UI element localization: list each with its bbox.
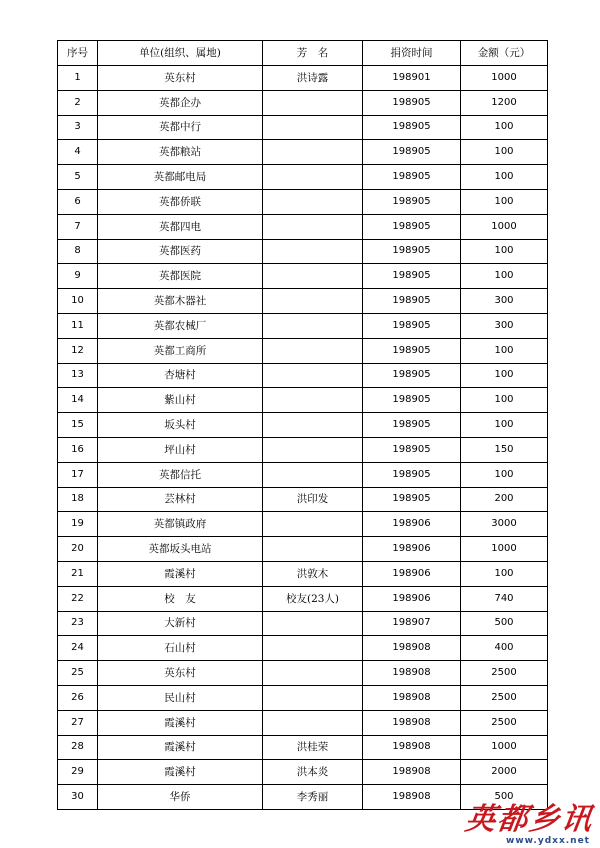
- cell-unit: 大新村: [98, 611, 263, 636]
- cell-donation-date: 198901: [363, 66, 461, 91]
- cell-amount: 500: [461, 611, 548, 636]
- cell-donation-date: 198906: [363, 586, 461, 611]
- cell-donation-date: 198905: [363, 363, 461, 388]
- cell-serial-number: 27: [58, 710, 98, 735]
- cell-donor-name: [263, 239, 363, 264]
- cell-donation-date: 198905: [363, 388, 461, 413]
- cell-amount: 100: [461, 115, 548, 140]
- table-row: [58, 512, 548, 537]
- cell-unit: 霞溪村: [98, 760, 263, 785]
- table-row: [58, 735, 548, 760]
- cell-amount: 2500: [461, 661, 548, 686]
- cell-donation-date: 198908: [363, 636, 461, 661]
- cell-unit: 英都镇政府: [98, 512, 263, 537]
- cell-serial-number: 23: [58, 611, 98, 636]
- cell-amount: 100: [461, 413, 548, 438]
- table-row: [58, 413, 548, 438]
- cell-serial-number: 14: [58, 388, 98, 413]
- table-row: [58, 611, 548, 636]
- cell-donor-name: 校友(23人): [263, 586, 363, 611]
- cell-amount: 150: [461, 437, 548, 462]
- cell-donor-name: [263, 115, 363, 140]
- table-row: [58, 685, 548, 710]
- cell-serial-number: 21: [58, 561, 98, 586]
- cell-serial-number: 30: [58, 785, 98, 810]
- cell-donor-name: [263, 537, 363, 562]
- table-row: [58, 661, 548, 686]
- cell-unit: 华侨: [98, 785, 263, 810]
- cell-serial-number: 8: [58, 239, 98, 264]
- table-row: [58, 140, 548, 165]
- cell-donor-name: [263, 710, 363, 735]
- table-row: [58, 363, 548, 388]
- table-row: [58, 66, 548, 91]
- cell-amount: 1200: [461, 90, 548, 115]
- table-row: [58, 437, 548, 462]
- cell-unit: 坂头村: [98, 413, 263, 438]
- cell-unit: 英都粮站: [98, 140, 263, 165]
- cell-donation-date: 198905: [363, 313, 461, 338]
- table-body: [58, 66, 548, 810]
- cell-amount: 100: [461, 165, 548, 190]
- header-donation-date: 捐资时间: [363, 41, 461, 66]
- watermark-url: www.ydxx.net: [506, 836, 590, 846]
- cell-donor-name: 洪桂荣: [263, 735, 363, 760]
- cell-donor-name: [263, 214, 363, 239]
- cell-serial-number: 24: [58, 636, 98, 661]
- table-row: [58, 388, 548, 413]
- cell-unit: 英东村: [98, 661, 263, 686]
- table-row: [58, 338, 548, 363]
- cell-donor-name: [263, 165, 363, 190]
- cell-donation-date: 198905: [363, 413, 461, 438]
- header-amount: 金额（元）: [461, 41, 548, 66]
- cell-unit: 英都工商所: [98, 338, 263, 363]
- cell-serial-number: 9: [58, 264, 98, 289]
- table-row: [58, 239, 548, 264]
- cell-serial-number: 11: [58, 313, 98, 338]
- cell-unit: 英东村: [98, 66, 263, 91]
- cell-donor-name: [263, 685, 363, 710]
- table-row: [58, 289, 548, 314]
- table-row: [58, 189, 548, 214]
- cell-amount: 100: [461, 561, 548, 586]
- cell-donor-name: [263, 289, 363, 314]
- cell-donation-date: 198908: [363, 785, 461, 810]
- cell-amount: 100: [461, 388, 548, 413]
- cell-serial-number: 7: [58, 214, 98, 239]
- cell-donation-date: 198905: [363, 165, 461, 190]
- donation-record-sheet: [57, 40, 547, 810]
- cell-donor-name: 李秀丽: [263, 785, 363, 810]
- cell-amount: 100: [461, 140, 548, 165]
- cell-donation-date: 198908: [363, 735, 461, 760]
- cell-unit: 紫山村: [98, 388, 263, 413]
- cell-amount: 400: [461, 636, 548, 661]
- cell-unit: 英都四电: [98, 214, 263, 239]
- cell-donor-name: [263, 512, 363, 537]
- cell-serial-number: 6: [58, 189, 98, 214]
- cell-amount: 300: [461, 313, 548, 338]
- cell-amount: 1000: [461, 537, 548, 562]
- cell-donation-date: 198905: [363, 462, 461, 487]
- cell-donor-name: [263, 437, 363, 462]
- cell-serial-number: 15: [58, 413, 98, 438]
- cell-serial-number: 1: [58, 66, 98, 91]
- cell-donor-name: 洪本炎: [263, 760, 363, 785]
- cell-donor-name: [263, 338, 363, 363]
- cell-donor-name: 洪敦木: [263, 561, 363, 586]
- cell-donor-name: [263, 264, 363, 289]
- cell-donor-name: [263, 636, 363, 661]
- cell-serial-number: 18: [58, 487, 98, 512]
- cell-donor-name: [263, 388, 363, 413]
- cell-donor-name: [263, 140, 363, 165]
- table-row: [58, 115, 548, 140]
- cell-amount: 3000: [461, 512, 548, 537]
- cell-serial-number: 16: [58, 437, 98, 462]
- cell-donor-name: 洪诗露: [263, 66, 363, 91]
- cell-serial-number: 2: [58, 90, 98, 115]
- cell-unit: 英都农械厂: [98, 313, 263, 338]
- cell-unit: 民山村: [98, 685, 263, 710]
- cell-donation-date: 198905: [363, 487, 461, 512]
- cell-serial-number: 12: [58, 338, 98, 363]
- cell-unit: 英都信托: [98, 462, 263, 487]
- cell-serial-number: 10: [58, 289, 98, 314]
- header-serial-number: 序号: [58, 41, 98, 66]
- cell-donor-name: [263, 189, 363, 214]
- table-row: [58, 760, 548, 785]
- cell-donation-date: 198906: [363, 512, 461, 537]
- cell-donation-date: 198905: [363, 338, 461, 363]
- cell-amount: 1000: [461, 66, 548, 91]
- cell-donor-name: [263, 313, 363, 338]
- cell-serial-number: 13: [58, 363, 98, 388]
- table-row: [58, 264, 548, 289]
- header-donor-name: 芳 名: [263, 41, 363, 66]
- cell-donor-name: [263, 661, 363, 686]
- table-row: [58, 636, 548, 661]
- cell-donation-date: 198905: [363, 214, 461, 239]
- cell-amount: 100: [461, 338, 548, 363]
- cell-donation-date: 198905: [363, 239, 461, 264]
- header-unit: 单位(组织、属地): [98, 41, 263, 66]
- cell-unit: 英都医院: [98, 264, 263, 289]
- cell-amount: 740: [461, 586, 548, 611]
- table-row: [58, 710, 548, 735]
- cell-donation-date: 198905: [363, 437, 461, 462]
- donation-table: [57, 40, 548, 810]
- cell-serial-number: 17: [58, 462, 98, 487]
- cell-donation-date: 198908: [363, 685, 461, 710]
- cell-donor-name: [263, 462, 363, 487]
- table-row: [58, 214, 548, 239]
- cell-serial-number: 29: [58, 760, 98, 785]
- cell-serial-number: 22: [58, 586, 98, 611]
- cell-amount: 2000: [461, 760, 548, 785]
- cell-amount: 100: [461, 462, 548, 487]
- cell-serial-number: 28: [58, 735, 98, 760]
- cell-unit: 英都企办: [98, 90, 263, 115]
- cell-donor-name: 洪印发: [263, 487, 363, 512]
- cell-donation-date: 198905: [363, 264, 461, 289]
- cell-amount: 200: [461, 487, 548, 512]
- watermark-logo: 英都乡讯: [463, 802, 596, 837]
- cell-unit: 英都中行: [98, 115, 263, 140]
- cell-donation-date: 198905: [363, 289, 461, 314]
- cell-amount: 500: [461, 785, 548, 810]
- cell-donation-date: 198906: [363, 537, 461, 562]
- table-row: [58, 313, 548, 338]
- cell-donation-date: 198908: [363, 760, 461, 785]
- cell-donor-name: [263, 413, 363, 438]
- cell-donor-name: [263, 90, 363, 115]
- cell-donation-date: 198905: [363, 90, 461, 115]
- cell-serial-number: 3: [58, 115, 98, 140]
- cell-serial-number: 19: [58, 512, 98, 537]
- table-row: [58, 165, 548, 190]
- cell-donor-name: [263, 363, 363, 388]
- cell-amount: 2500: [461, 685, 548, 710]
- table-row: [58, 90, 548, 115]
- table-row: [58, 487, 548, 512]
- cell-unit: 英都医药: [98, 239, 263, 264]
- cell-amount: 1000: [461, 214, 548, 239]
- cell-serial-number: 5: [58, 165, 98, 190]
- cell-serial-number: 20: [58, 537, 98, 562]
- cell-serial-number: 25: [58, 661, 98, 686]
- cell-unit: 校 友: [98, 586, 263, 611]
- cell-unit: 霞溪村: [98, 710, 263, 735]
- cell-unit: 杏塘村: [98, 363, 263, 388]
- cell-donation-date: 198907: [363, 611, 461, 636]
- cell-unit: 坪山村: [98, 437, 263, 462]
- cell-unit: 芸林村: [98, 487, 263, 512]
- cell-amount: 100: [461, 189, 548, 214]
- cell-donation-date: 198908: [363, 661, 461, 686]
- cell-amount: 100: [461, 264, 548, 289]
- table-row: [58, 537, 548, 562]
- cell-amount: 300: [461, 289, 548, 314]
- cell-donation-date: 198906: [363, 561, 461, 586]
- cell-donation-date: 198905: [363, 115, 461, 140]
- table-row: [58, 586, 548, 611]
- cell-amount: 2500: [461, 710, 548, 735]
- cell-unit: 霞溪村: [98, 735, 263, 760]
- header-row: [58, 41, 548, 66]
- site-watermark: [446, 794, 594, 846]
- cell-donation-date: 198905: [363, 189, 461, 214]
- table-row: [58, 561, 548, 586]
- table-header: [58, 41, 548, 66]
- cell-donor-name: [263, 611, 363, 636]
- table-row: [58, 462, 548, 487]
- cell-unit: 英都邮电局: [98, 165, 263, 190]
- cell-unit: 英都侨联: [98, 189, 263, 214]
- cell-donation-date: 198905: [363, 140, 461, 165]
- cell-amount: 100: [461, 363, 548, 388]
- cell-amount: 100: [461, 239, 548, 264]
- cell-unit: 英都木器社: [98, 289, 263, 314]
- cell-serial-number: 26: [58, 685, 98, 710]
- cell-unit: 英都坂头电站: [98, 537, 263, 562]
- cell-serial-number: 4: [58, 140, 98, 165]
- cell-unit: 霞溪村: [98, 561, 263, 586]
- cell-unit: 石山村: [98, 636, 263, 661]
- cell-amount: 1000: [461, 735, 548, 760]
- cell-donation-date: 198908: [363, 710, 461, 735]
